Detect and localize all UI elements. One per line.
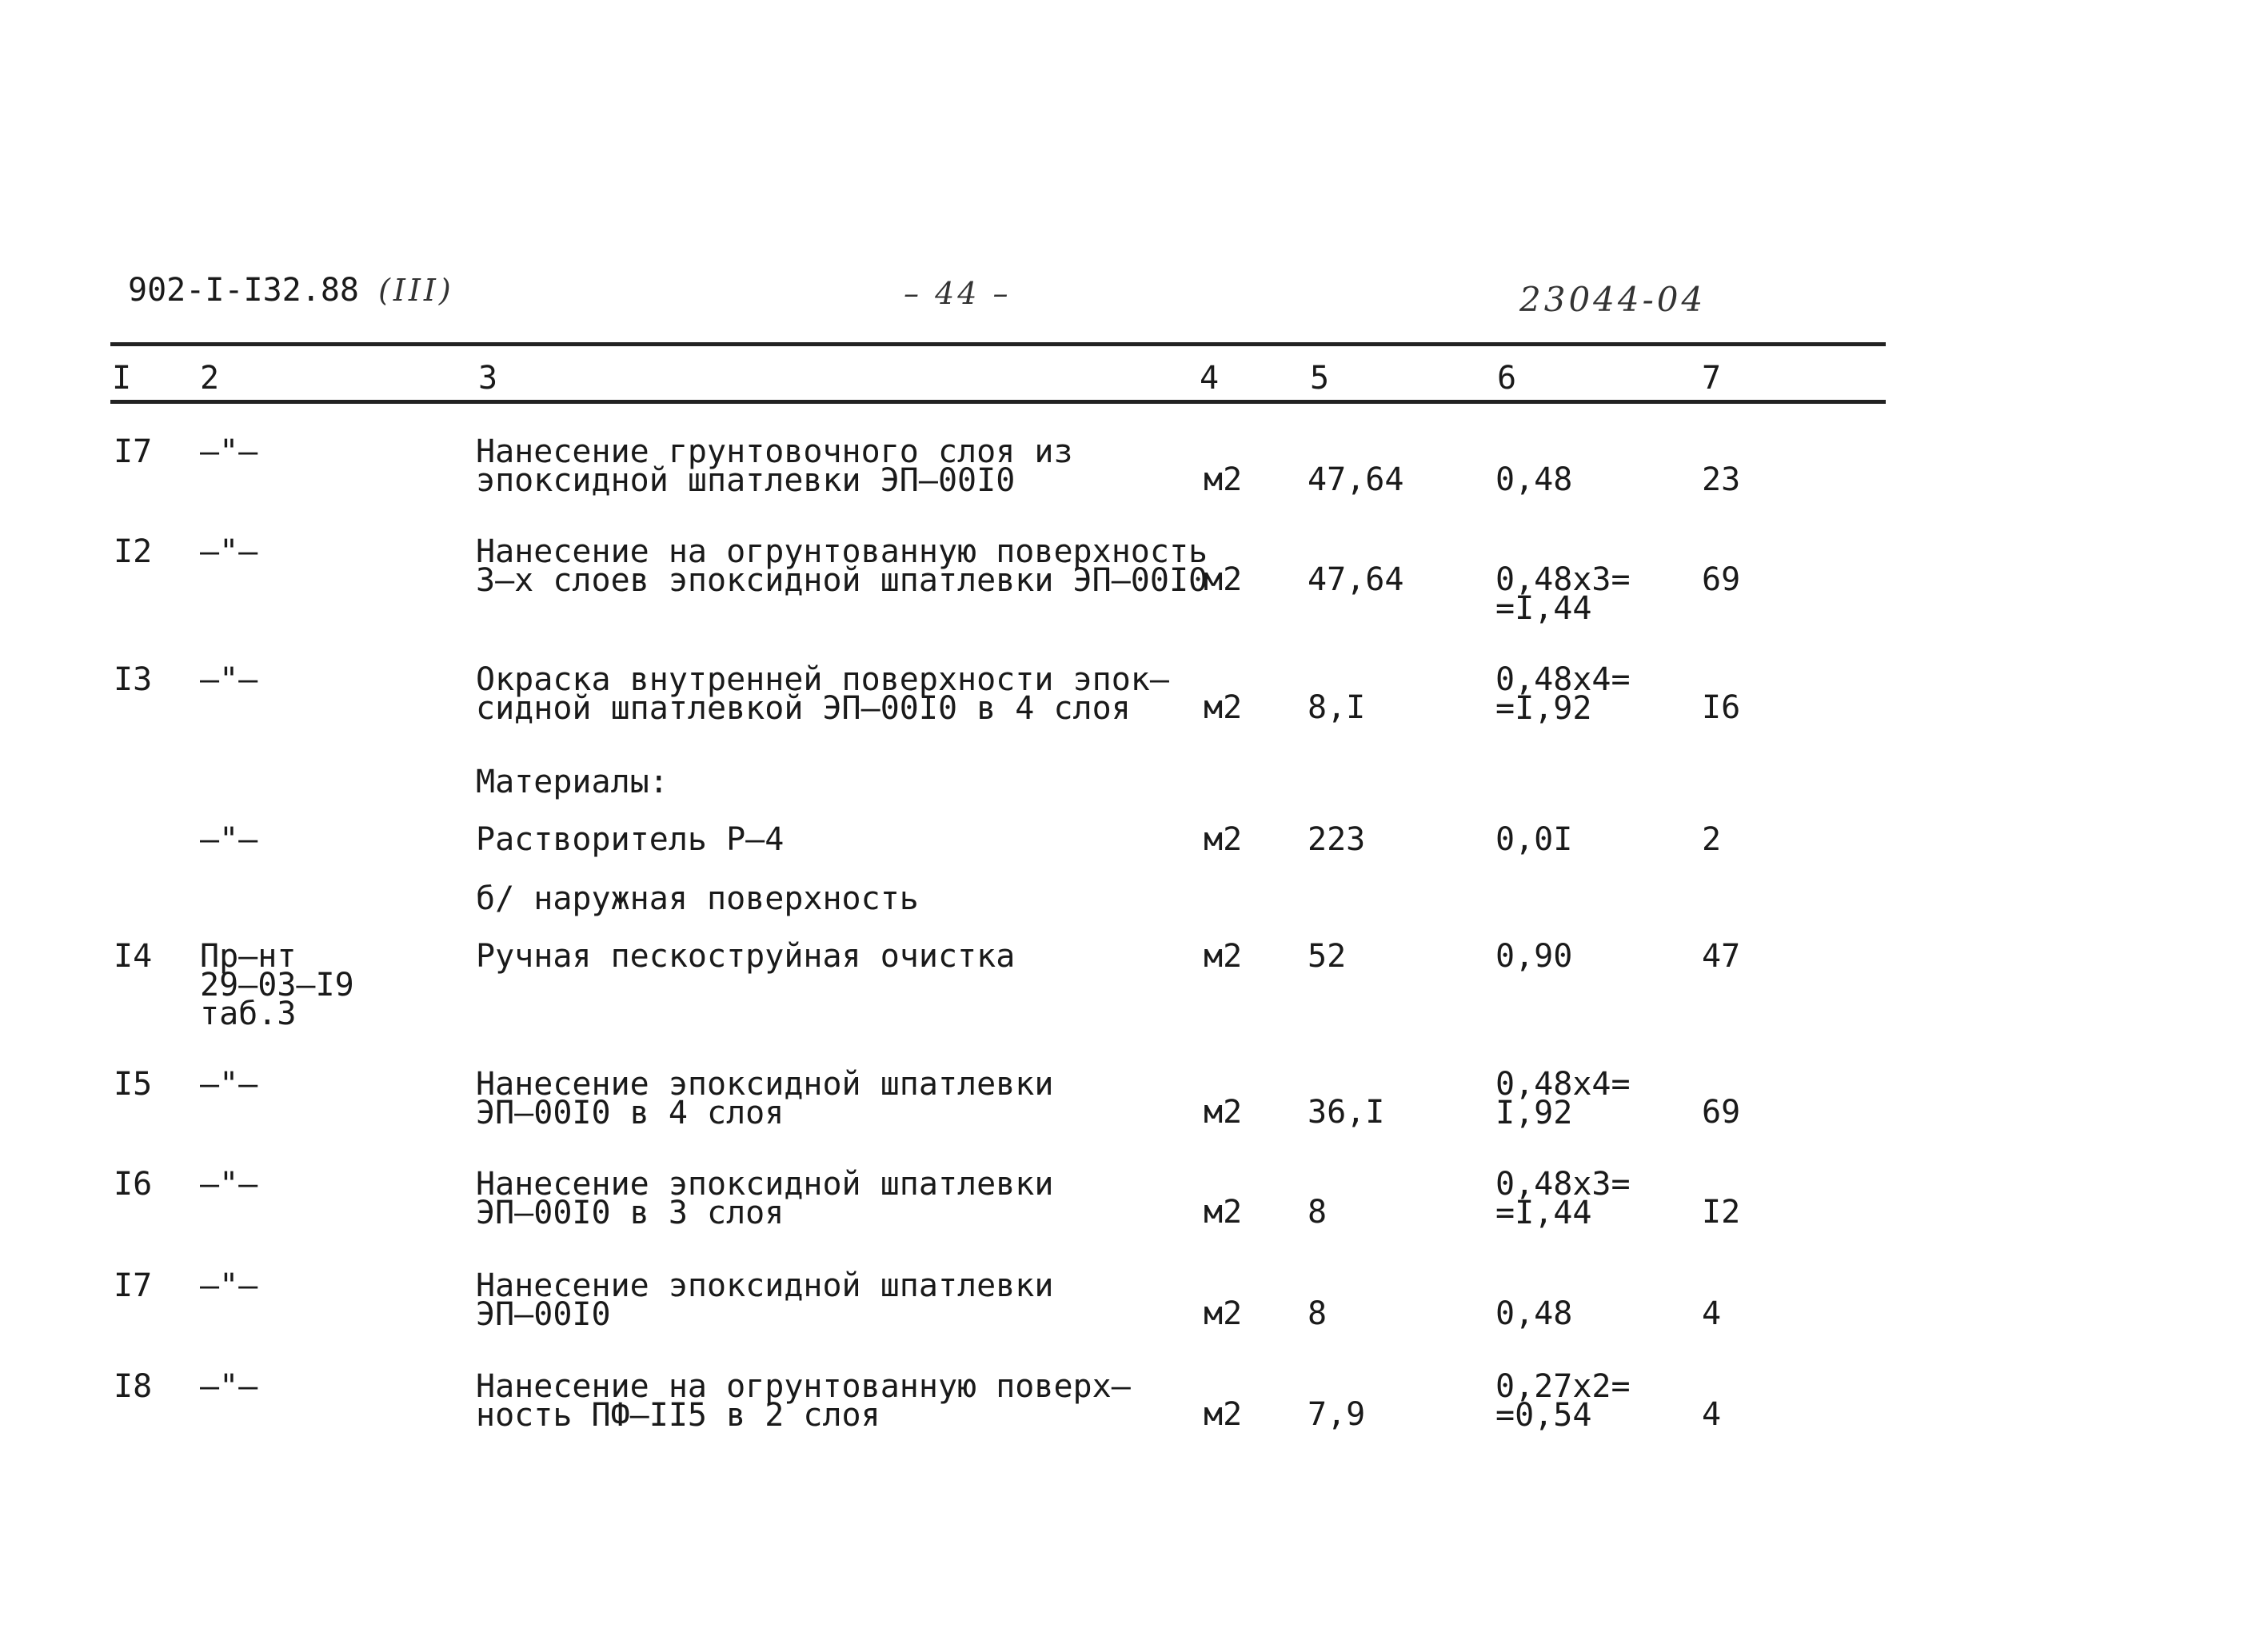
row-unit: м2 [1204, 461, 1243, 498]
row-total: 23 [1702, 461, 1741, 498]
column-number-5: 5 [1310, 360, 1330, 397]
document-code [128, 272, 454, 309]
row-norm: 0,48 [1495, 461, 1573, 498]
row-norm: 0,0I [1495, 821, 1573, 858]
row-quantity: 8 [1308, 1194, 1328, 1231]
row-reference: –"– [200, 1267, 258, 1304]
row-reference: –"– [200, 821, 258, 858]
row-norm: 0,48х3= =I,44 [1495, 561, 1631, 627]
row-norm: 0,27х2= =0,54 [1495, 1368, 1631, 1434]
row-reference: –"– [200, 1368, 258, 1405]
row-quantity: 7,9 [1308, 1396, 1366, 1433]
row-total: 2 [1702, 821, 1722, 858]
row-quantity: 47,64 [1308, 561, 1404, 598]
row-total: 69 [1702, 1094, 1741, 1131]
row-reference: –"– [200, 1166, 258, 1203]
row-quantity: 52 [1308, 938, 1347, 975]
row-description: Нанесение грунтовочного слоя из эпоксидной шпатлевки ЭП–00I0 [476, 433, 1073, 499]
row-total: I6 [1702, 689, 1741, 726]
row-total: 47 [1702, 938, 1741, 975]
row-norm: 0,48х3= =I,44 [1495, 1166, 1631, 1231]
row-norm: 0,48х4= =I,92 [1495, 661, 1631, 727]
row-unit: м2 [1204, 938, 1243, 975]
row-total: 69 [1702, 561, 1741, 598]
row-norm: 0,48 [1495, 1295, 1573, 1332]
row-description: Нанесение эпоксидной шпатлевки ЭП–00I0 в 3 слоя [476, 1166, 1054, 1231]
row-reference: –"– [200, 433, 258, 470]
row-unit: м2 [1204, 689, 1243, 726]
row-number: I4 [114, 938, 153, 975]
row-reference: –"– [200, 1066, 258, 1103]
document-code-note: (III) [378, 273, 454, 308]
page-number: – 44 – [904, 276, 1012, 311]
row-norm: 0,48х4= I,92 [1495, 1066, 1631, 1131]
archive-number: 23044-04 [1519, 280, 1707, 319]
row-number: I6 [114, 1166, 153, 1203]
row-description: Ручная пескоструйная очистка [476, 938, 1016, 975]
row-reference: Пр–нт 29–03–I9 таб.3 [200, 938, 354, 1032]
row-number: I3 [114, 661, 153, 698]
row-description: Нанесение эпоксидной шпатлевки ЭП–00I0 [476, 1267, 1054, 1333]
row-unit: м2 [1204, 1396, 1243, 1433]
document-code-text: 902-I-I32.88 [128, 272, 359, 309]
row-number: I5 [114, 1066, 153, 1103]
row-total: I2 [1702, 1194, 1741, 1231]
row-number: I2 [114, 533, 153, 570]
row-unit: м2 [1204, 1194, 1243, 1231]
row-description: Материалы: [476, 764, 669, 800]
row-description: Нанесение на огрунтованную поверх– ность ПФ–II5 в 2 слоя [476, 1368, 1131, 1434]
row-number: I7 [114, 433, 153, 470]
row-reference: –"– [200, 533, 258, 570]
row-reference: –"– [200, 661, 258, 698]
row-total: 4 [1702, 1396, 1722, 1433]
row-norm: 0,90 [1495, 938, 1573, 975]
column-number-1: I [112, 360, 132, 397]
column-number-6: 6 [1497, 360, 1517, 397]
row-number: I7 [114, 1267, 153, 1304]
column-number-4: 4 [1200, 360, 1220, 397]
header-bottom-rule [110, 400, 1886, 404]
column-number-2: 2 [200, 360, 220, 397]
row-quantity: 8 [1308, 1295, 1328, 1332]
row-description: Нанесение на огрунтованную поверхность 3–х слоев эпоксидной шпатлевки ЭП–00I0 [476, 533, 1208, 599]
table-top-rule [110, 342, 1886, 346]
row-quantity: 8,I [1308, 689, 1366, 726]
row-unit: м2 [1204, 1295, 1243, 1332]
row-description: Окраска внутренней поверхности эпок– сидной шпатлевкой ЭП–00I0 в 4 слоя [476, 661, 1169, 727]
row-quantity: 36,I [1308, 1094, 1385, 1131]
row-total: 4 [1702, 1295, 1722, 1332]
row-unit: м2 [1204, 821, 1243, 858]
row-quantity: 47,64 [1308, 461, 1404, 498]
row-description: Растворитель Р–4 [476, 821, 785, 858]
row-number: I8 [114, 1368, 153, 1405]
row-unit: м2 [1204, 561, 1243, 598]
column-number-3: 3 [478, 360, 498, 397]
row-description: б/ наружная поверхность [476, 880, 919, 917]
row-description: Нанесение эпоксидной шпатлевки ЭП–00I0 в 4 слоя [476, 1066, 1054, 1131]
row-unit: м2 [1204, 1094, 1243, 1131]
column-number-7: 7 [1702, 360, 1722, 397]
row-quantity: 223 [1308, 821, 1366, 858]
